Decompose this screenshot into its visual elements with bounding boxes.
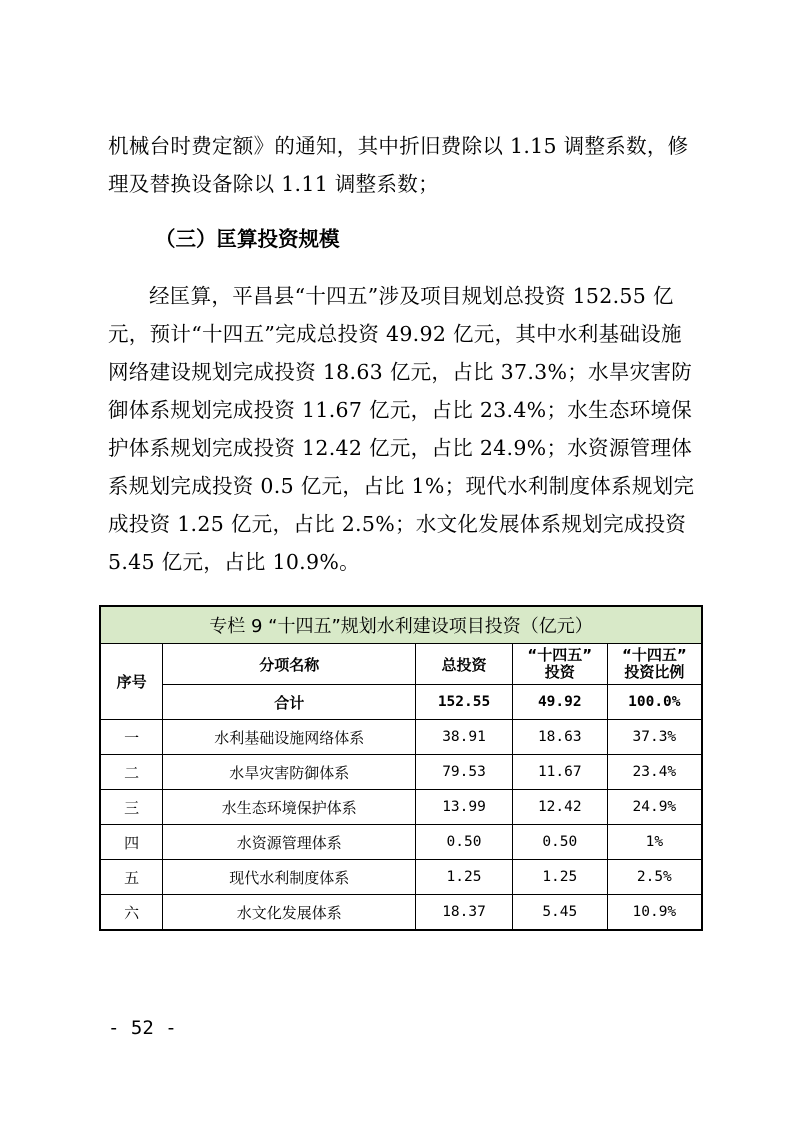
row-ratio: 2.5% bbox=[607, 860, 702, 895]
header-ratio-line2: 投资比例 bbox=[624, 663, 685, 681]
row-seq: 二 bbox=[100, 755, 163, 790]
sum-ratio: 100.0% bbox=[607, 685, 702, 720]
row-seq: 三 bbox=[100, 790, 163, 825]
row-name: 水文化发展体系 bbox=[163, 895, 416, 931]
header-total: 总投资 bbox=[416, 644, 513, 685]
row-plan: 0.50 bbox=[512, 825, 607, 860]
row-name: 现代水利制度体系 bbox=[163, 860, 416, 895]
row-plan: 1.25 bbox=[512, 860, 607, 895]
row-total: 18.37 bbox=[416, 895, 513, 931]
row-plan: 11.67 bbox=[512, 755, 607, 790]
table-row bbox=[100, 755, 702, 790]
row-seq: 一 bbox=[100, 720, 163, 755]
table-row bbox=[100, 860, 702, 895]
row-total: 79.53 bbox=[416, 755, 513, 790]
header-name: 分项名称 bbox=[163, 644, 416, 685]
row-plan: 18.63 bbox=[512, 720, 607, 755]
header-seq: 序号 bbox=[100, 644, 163, 720]
row-name: 水资源管理体系 bbox=[163, 825, 416, 860]
section-heading: （三）匡算投资规模 bbox=[155, 227, 340, 251]
sum-row bbox=[100, 685, 702, 720]
row-ratio: 10.9% bbox=[607, 895, 702, 931]
paragraph-intro: 机械台时费定额》的通知，其中折旧费除以 1.15 调整系数，修理及替换设备除以 1.11 调整系数； bbox=[108, 134, 689, 196]
sum-label: 合计 bbox=[163, 685, 416, 720]
row-seq: 六 bbox=[100, 895, 163, 931]
row-total: 0.50 bbox=[416, 825, 513, 860]
row-name: 水旱灾害防御体系 bbox=[163, 755, 416, 790]
table-caption: 专栏 9 “十四五”规划水利建设项目投资（亿元） bbox=[100, 606, 702, 644]
header-plan-line2: 投资 bbox=[544, 663, 575, 681]
table-row bbox=[100, 720, 702, 755]
row-ratio: 23.4% bbox=[607, 755, 702, 790]
row-total: 38.91 bbox=[416, 720, 513, 755]
header-plan bbox=[512, 644, 607, 685]
header-ratio bbox=[607, 644, 702, 685]
table-row bbox=[100, 895, 702, 931]
table-row bbox=[100, 825, 702, 860]
row-seq: 四 bbox=[100, 825, 163, 860]
table-row bbox=[100, 790, 702, 825]
page-number: - 52 - bbox=[108, 1017, 177, 1039]
investment-table bbox=[99, 605, 703, 931]
row-name: 水利基础设施网络体系 bbox=[163, 720, 416, 755]
row-total: 1.25 bbox=[416, 860, 513, 895]
row-ratio: 37.3% bbox=[607, 720, 702, 755]
sum-total: 152.55 bbox=[416, 685, 513, 720]
row-name: 水生态环境保护体系 bbox=[163, 790, 416, 825]
row-seq: 五 bbox=[100, 860, 163, 895]
sum-plan: 49.92 bbox=[512, 685, 607, 720]
header-ratio-line1: “十四五” bbox=[621, 646, 687, 664]
row-total: 13.99 bbox=[416, 790, 513, 825]
row-plan: 12.42 bbox=[512, 790, 607, 825]
row-plan: 5.45 bbox=[512, 895, 607, 931]
row-ratio: 24.9% bbox=[607, 790, 702, 825]
header-plan-line1: “十四五” bbox=[527, 646, 593, 664]
row-ratio: 1% bbox=[607, 825, 702, 860]
paragraph-investment: 经匡算，平昌县“十四五”涉及项目规划总投资 152.55 亿元，预计“十四五”完成总投资 49.92 亿元，其中水利基础设施网络建设规划完成投资 18.63 亿元，占比 37.3%；水旱灾害防御体系规划完成投资 11.67 亿元，占比 23.4%；水生态环境保护体系规划完成投资 12.42 亿元，占比 24.9%；水资源管理体系规划完成投资 0.5 亿元，占比 1%；现代水利制度体系规划完成投资 1.25 亿元，占比 2.5%；水文化发展体系规划完成投资 5.45 亿元，占比 10.9%。 bbox=[108, 284, 695, 574]
